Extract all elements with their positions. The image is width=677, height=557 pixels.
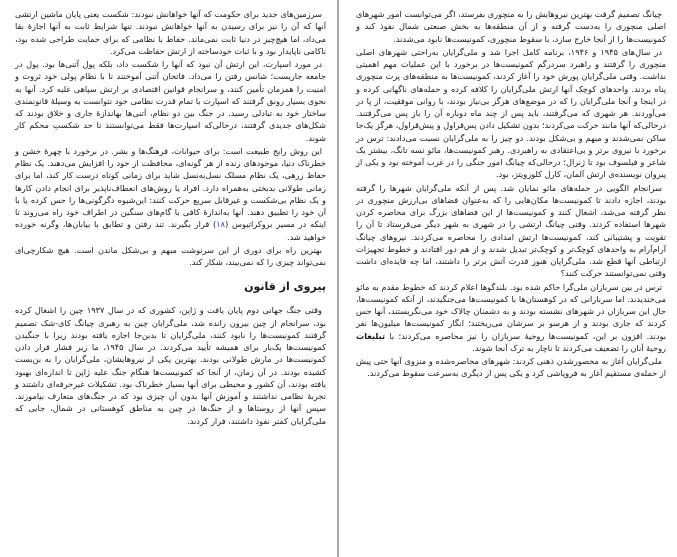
left-paragraph: سرزمین‌های جدید برای حکومت که آنها خواهانش نبودند: شکست یعنی پایان ماشین ارتشی آنها که آن را نیز برای رسیدن به آنها خواهانش نبودند. تنها شرایط ثابت به آنها اجازهٔ بقا می‌داد، اما هیچ‌چیز در دنیا ثابت نمی‌ماند. حفاظ با نظامی که برای حمایت طراحی شده بود، ناکامی ناپایدار بود و با ثبات خودساخته از ارتش حفاظت می‌کرد. (15, 9, 326, 56)
left-paragraph: بهترین راه برای دوری از این سرنوشت مبهم و بی‌شکل ماندن است. هیچ شکارچی‌ای نمی‌تواند چیزی را که نمی‌بیند، شکار کند. (15, 244, 326, 267)
bold-term: تبلیغات (356, 330, 386, 341)
section-heading: پیروی از قانون (244, 280, 326, 294)
right-page-column (356, 8, 666, 380)
left-page (0, 0, 338, 557)
right-paragraph: ترس در بین سربازان ملی‌گرا حاکم شده بود. بلندگوها اعلام کردند که خطوط مقدم به مائو می‌خندیدند. اما سربازانی که در کوهستان‌ها با کمونیست‌ها می‌جنگیدند، از آنکه کمونیست‌ها، حال این سربازان در شهرهای نشسته بودند و به دشمنان چالاک خود می‌نگریستند، آنها حس کردند که جاری بودند و از هرسو بر سرشان می‌ریختند؛ انگار کمونیست‌ها میلیون‌ها نفر بودند. افزون بر این، کمونیست‌ها روحیهٔ سربازان را نیز محاصره می‌کردند؛ با تبلیغات روحیهٔ آنان را تضعیف می‌کردند تا ناچار به ترک آنجا شوند. (356, 281, 666, 353)
left-paragraph: در مورد اسپارت، این ارتش آن نبود که آنها را شکست داد، بلکه پول آتنی‌ها بود. پول در جامعه جاریست؛ شانس رفتن را می‌داد. فاتحان آتنی آموختند تا با نظام پولی خود ثروت و امنیت را همزمان تأمین کنند، و سرانجام قوانین اقتصادی بر ارتش سپاهی غلبه کرد. آنها به نحوی بسیار رونق گرفتند که اسپارت با تمام قدرت نظامی خود نتوانست به وسیلهٔ قانونمندی ساختار خود به تبادلی رسید. در جنگ بین دو نظام، آتنی‌ها بهاندازهٔ جاری و خلاق بودند که شکل‌های جدیدی گرفتند، درحالی‌که اسپارت‌ها فقط می‌توانستند تا حد شکستِ محکم کار شوند. (15, 59, 326, 143)
left-page-column (15, 8, 326, 427)
left-paragraph: وقتی جنگ جهانی دوم پایان یافت و ژاپن، کشوری که در سال ۱۹۳۷ چین را اشغال کرده بود، سرانجام از چین بیرون رانده شد، ملی‌گرایان چین به رهبری چیانگ کای-شک تصمیم گرفتند کمونیست‌ها را نابود کنند، ملی‌گرایان تا بدین‌جا اجازه یافته بودند زیرا با جنگیدن کمونیست‌ها یک‌بار برای همیشه تأیید می‌کردند. در سال ۱۹۴۵، ما زیر فشار قرار دادن کمونیست‌ها در مارش طولانی بودند. بهترین یکی از نیروهایشان، ملی‌گرایان را به بن‌بست کشیده بودند. در آن زمان، از آنجا که کمونیست‌ها هنگام جنگ علیه ژاپن تا اندازه‌ای بهبود یافته بودند، آن کشور و محیطی برای آنها بسیار خطرناک بود. تشکیلات غیرحرفه‌ای داشتند و تجربهٔ نظامی نداشتند و آموزش آنها بدون آن چیزی بود که در جنگ‌های متعارف بیاموزند. سپس آنها از روستاها و از جنگ‌ها در چین به مناطق کوهستانی در شمال، جایی که ملی‌گرایان کمتر نفوذ داشتند، فرار کردند. (15, 305, 326, 426)
footnote-link[interactable]: ۱۸ (216, 219, 226, 230)
right-paragraph: چیانگ تصمیم گرفت بهترین نیروهایش را به منچوری بفرستد، اگر می‌توانست امور شهرهای اصلی منچوری را به‌دست گرفته و از آن منطقه‌ها به بخش صنعتی شمال نفوذ کند و کمونیست‌ها را از آنجا خارج سازد، با سقوط منچوری، کمونیست‌ها نابود می‌شدند. (356, 9, 666, 44)
right-paragraph: سرانجام الگویی در حمله‌های مائو نمایان شد. پس از آنکه ملی‌گرایان شهرها را گرفته بودند، اجازه دادند تا کمونیست‌ها مکان‌هایی را که به‌عنوان فضاهای بی‌ارزش منچوری در نظر گرفته می‌شد، اشغال کنند و کمونیست‌ها از این فضاهای بزرگ برای محاصره کردن شهرها استفاده کردند. وقتی چیانگ ارتشی را در شهری به شهر دیگر می‌فرستاد تا آن را تقویت و پشتیبانی کند، کمونیست‌ها ارتش امدادی را محاصره می‌کردند. نیروهای چیانگ آرام‌آرام به واحدهای کوچک‌تر و کوچک‌تر تبدیل شدند و از هم دور افتادند و خطوط تجهیزات ارتباطی آنها قطع شد. ملی‌گرایان هنوز قدرت آتش برتر را داشتند، اما چه فایده‌ای داشت وقتی نمی‌توانستند حرکت کنند؟ (356, 182, 666, 279)
right-page (339, 0, 677, 557)
right-paragraph: در سال‌های ۱۹۴۵ و ۱۹۴۶، برنامه کامل اجرا شد و ملی‌گرایان به‌راحتی شهرهای اصلی منچوری را گرفتند و راهبرد سردرگم کمونیست‌ها در برخورد با این عملیات مهم اهمیتی نداشت. وقتی ملی‌گرایان پورش خود را آغاز کردند، کمونیست‌ها به منطقه‌های پرت منچوری پناه بردند. واحدهای کوچک آنها ارتش ملی‌گرایان را کلافه کرده و حمله‌های ناگهانی کرده و در اینجا و آنجا ملی‌گرایان را که در موضع‌های هرگز بی‌نیاز بودند، با روانی موفقیت، از پا در می‌آوردند. هر شهری که می‌گرفتند، باید پس از چند ماه دوباره آن را باز پس می‌گرفتند. درحالی‌که آنها مانند حرکت می‌کردند؛ بدون تشکیل دادن پس‌قراول و پیش‌قراول، هرگز یک‌جا ساکن نمی‌شدند و مبهم و بی‌شکل بودند. دو چیز را به ملی‌گرایان نسبت می‌دادند: ترس در برخورد با نیروی برتر و بی‌اعتقادی به راهبردی. رهبر کمونیست‌ها، مائو تسه تانگ، بیشتر یک شاعر و فیلسوف بود تا ژنرال؛ درحالی‌که چیانگ امور جنگی را در غرب آموخته بود و یکی از پیروان نویسنده‌ی ارتش آلمان، کارل کلوزویتز، بود. (356, 46, 666, 180)
right-paragraph: ملی‌گرایان آغاز به محصورشدن ذهنی کردند: شهرهای محاصره‌شده و منزوی آنها حتی پیش از حمله‌ی مستقیم آغاز به فروپاشی کرد و یکی پس از دیگری به‌سرعت سقوط می‌کردند. (356, 356, 666, 379)
left-paragraph: این روش رایج طبیعت است: برای حیوانات، فرهنگ‌ها و بشر. در برخورد با چهرهٔ خشن و خطرناک دنیا، موجودهای زنده از هر گونه‌ای، محافظت از خود را افزایش می‌دهند. یک نظام حفاظ زرهی، یک نظام مسلک نسل‌به‌نسل شاید برای زمانی کوتاه درست کار کند، اما برای زمانی طولانی بدبختی به‌همراه دارد. افراد یا روش‌های انعطاف‌ناپذیر برای انجام دادن کارها و یک نظام بی‌شکست و غیرقابل سریع حرکت کنند: این‌شیوه دگرگونی‌ها را حس کرده یا با آن خود را تطبیق دهند. آنها به‌اندازهٔ کافی با گام‌های سنگین در اطراف خود راه می‌روند تا اینکه در مسیر بروکراتیوس (۱۸) قرار بگیرند. تند رفتن و تطابق با بیابان‌ها، وگرنه خورده خواهید شد. (15, 145, 326, 242)
